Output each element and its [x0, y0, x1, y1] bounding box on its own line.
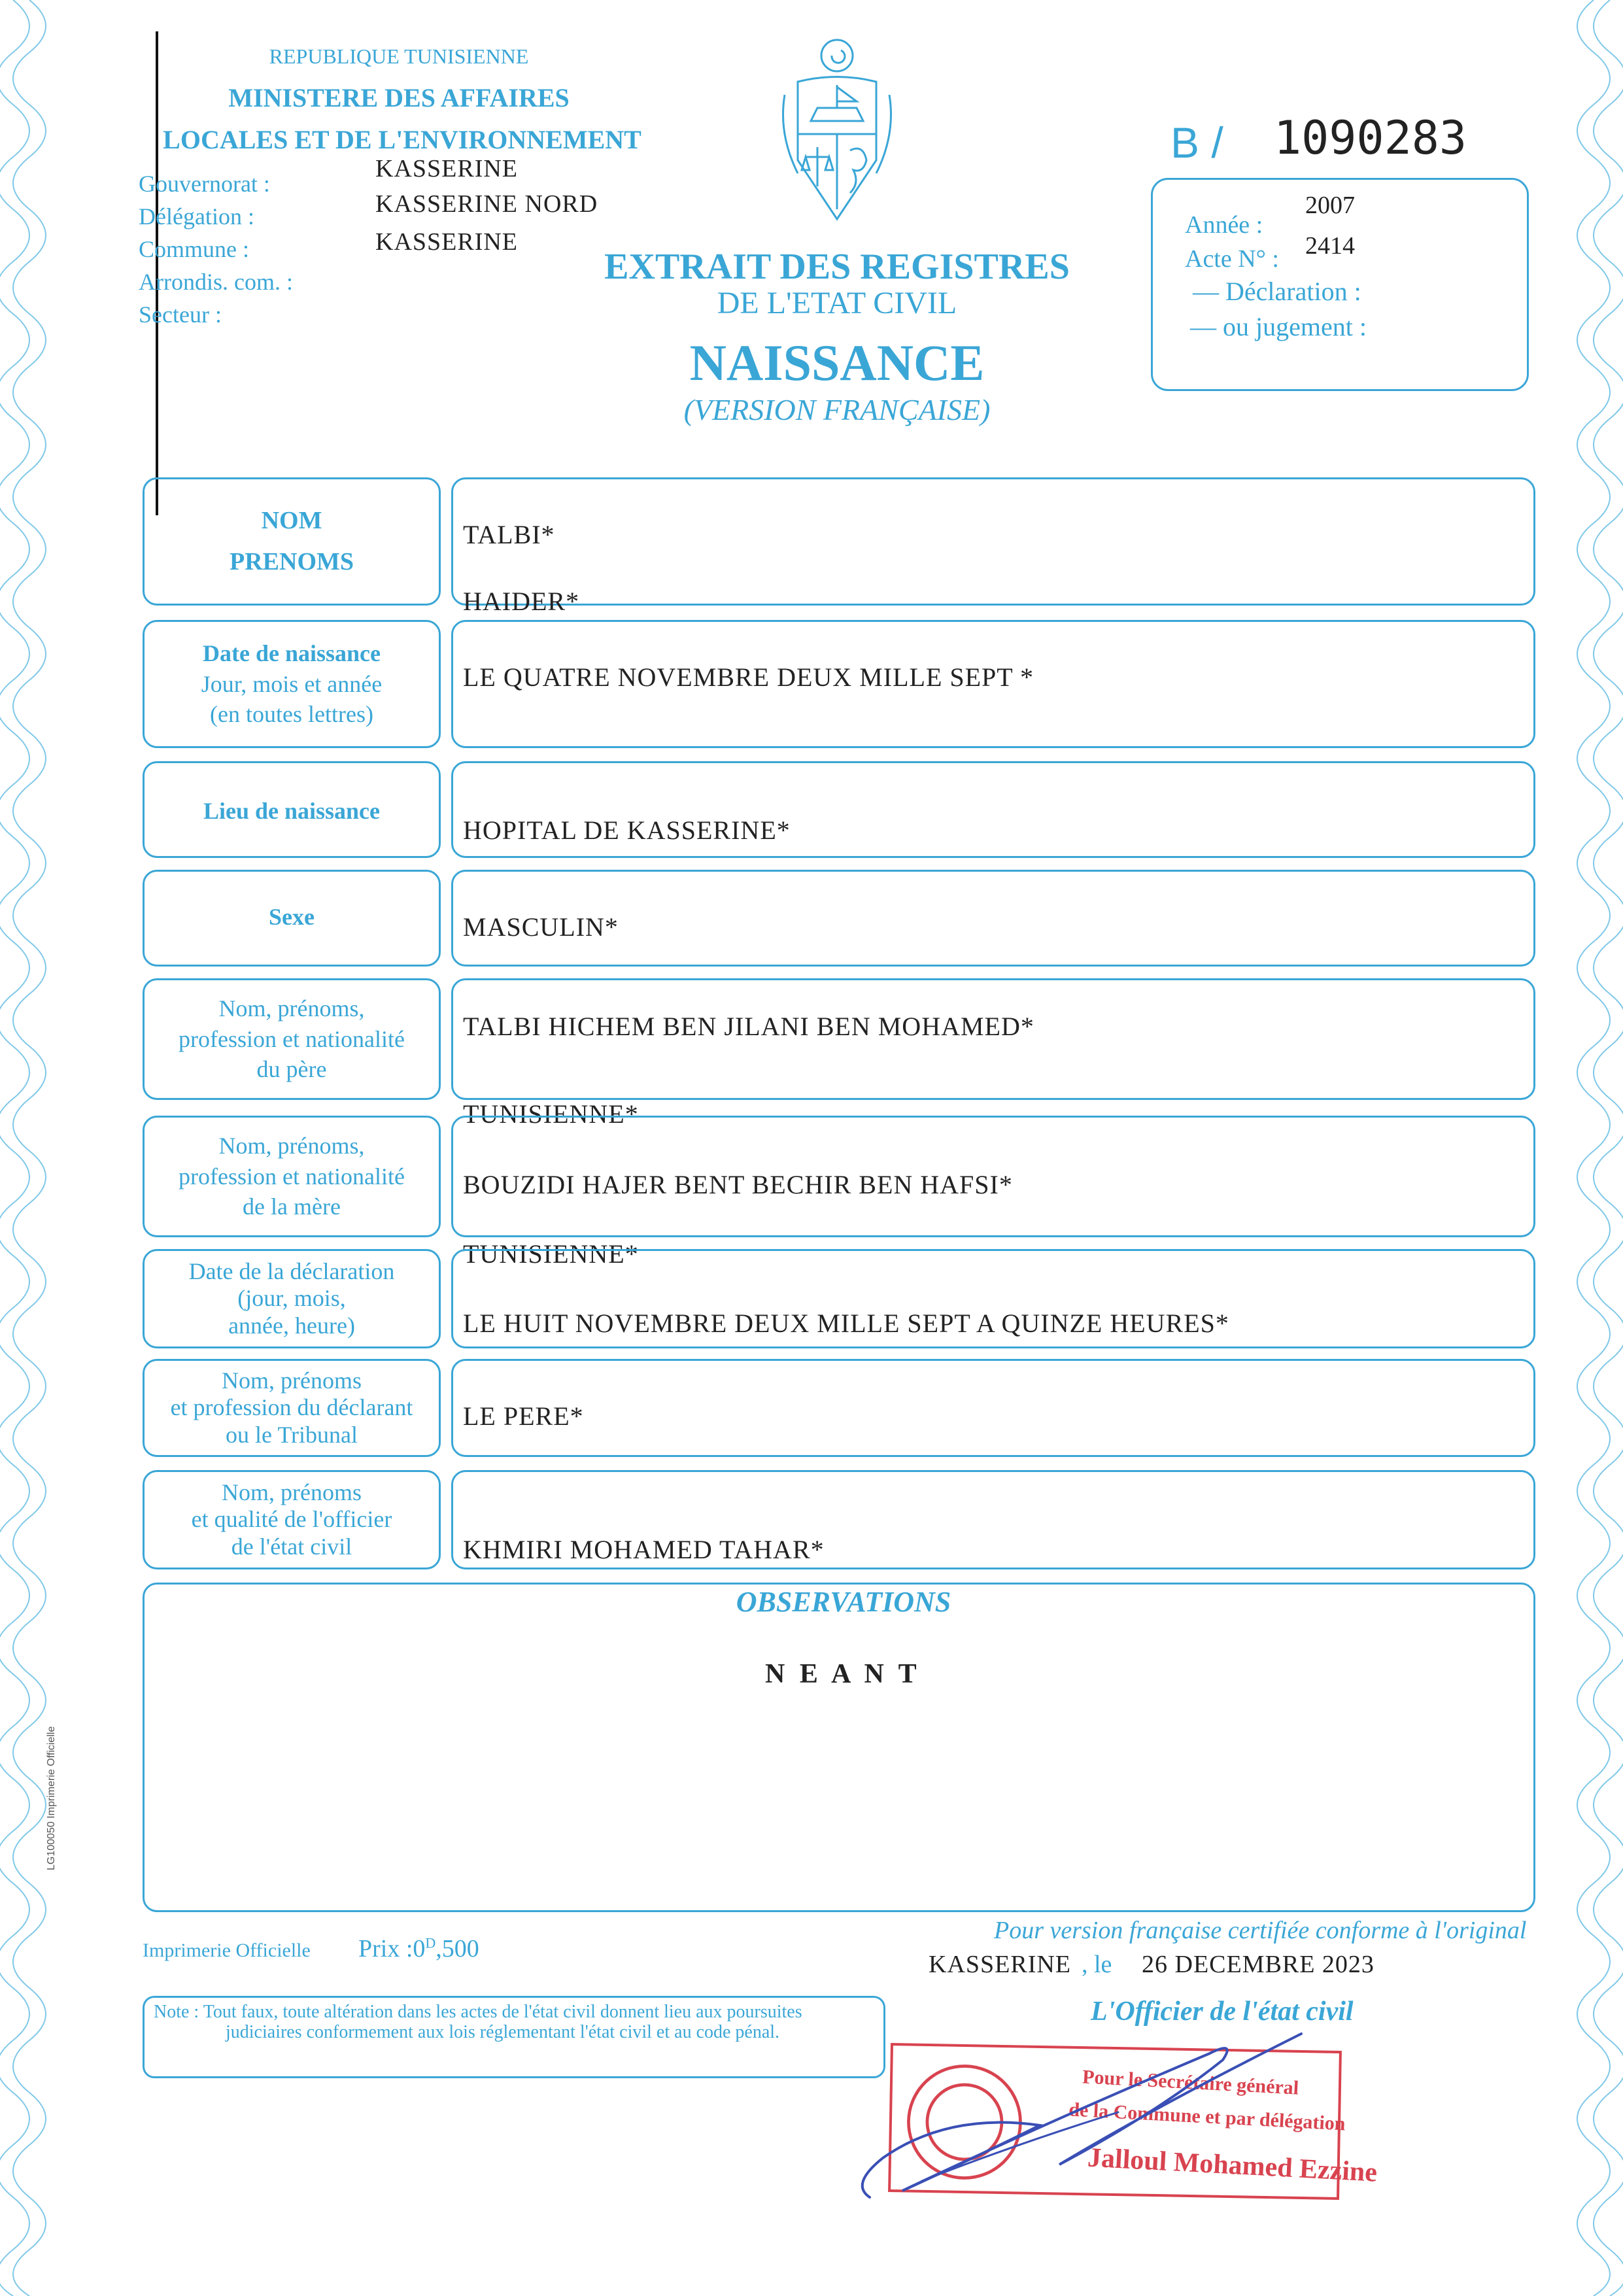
- place-value: KASSERINE: [929, 1951, 1072, 1978]
- date-naissance-value: LE QUATRE NOVEMBRE DEUX MILLE SEPT *: [463, 662, 1034, 692]
- lieu-label-box: [143, 761, 441, 858]
- date-separator: , le: [1082, 1951, 1112, 1978]
- gouvernorat-label: Gouvernorat :: [139, 171, 270, 197]
- declarant-label3: ou le Tribunal: [225, 1421, 358, 1448]
- officier-label-box: [143, 1470, 441, 1569]
- declaration-date-label1: Date de la déclaration: [188, 1258, 395, 1284]
- officier-label3: de l'état civil: [231, 1533, 352, 1560]
- annee-label: Année :: [1185, 211, 1263, 239]
- officier-label1: Nom, prénoms: [222, 1479, 362, 1505]
- imprimerie-officielle: Imprimerie Officielle: [143, 1940, 311, 1961]
- officier-title: L'Officier de l'état civil: [1091, 1996, 1354, 2027]
- acte-label: Acte N° :: [1185, 245, 1279, 273]
- declarant-label1: Nom, prénoms: [222, 1367, 362, 1394]
- ministry-line2: LOCALES ET DE L'ENVIRONNEMENT: [163, 125, 641, 154]
- declarant-value: LE PERE*: [463, 1401, 584, 1431]
- nom-prenoms-value-box: [451, 477, 1535, 606]
- pere-label2: profession et nationalité: [179, 1025, 405, 1052]
- signature: [844, 2014, 1354, 2210]
- sexe-label-box: [143, 870, 441, 967]
- legal-note-box: [143, 1996, 885, 2078]
- republic-title: REPUBLIQUE TUNISIENNE: [269, 44, 529, 68]
- secteur-label: Secteur :: [139, 301, 222, 328]
- date-naissance-sublabel2: (en toutes lettres): [210, 701, 373, 728]
- delegation-label: Délégation :: [139, 203, 254, 230]
- pere-nationality-value: TUNISIENNE*: [463, 1099, 639, 1129]
- title-etat-civil: DE L'ETAT CIVIL: [717, 286, 957, 320]
- prix-superscript: D: [425, 1934, 436, 1951]
- commune-value: KASSERINE: [375, 228, 519, 256]
- title-extrait: EXTRAIT DES REGISTRES: [604, 247, 1070, 287]
- date-naissance-label-box: [143, 620, 441, 748]
- observations-box: [143, 1583, 1535, 1912]
- prenoms-label: PRENOMS: [230, 548, 354, 575]
- mere-label3: de la mère: [243, 1193, 341, 1220]
- sexe-value: MASCULIN*: [463, 912, 619, 942]
- legal-note-text: Note : Tout faux, toute altération dans les actes de l'état civil donnent lieu aux poursuites judiciaires conformement aux lois réglementant l'état civil et au code pénal.: [154, 2002, 802, 2043]
- gouvernorat-value: KASSERINE: [375, 155, 519, 182]
- side-printer-code: LG100050 Imprimerie Officielle: [46, 1726, 57, 1870]
- certified-statement: Pour version française certifiée conforme à l'original: [994, 1917, 1527, 1944]
- coat-of-arms-emblem: [772, 36, 902, 226]
- pere-label-box: [143, 978, 441, 1100]
- pere-name-value: TALBI HICHEM BEN JILANI BEN MOHAMED*: [463, 1012, 1034, 1041]
- prix-label: Prix :0: [358, 1935, 426, 1962]
- declaration-label: — Déclaration :: [1193, 277, 1361, 306]
- stamp-line1: Pour le Secrétaire général: [1082, 2066, 1299, 2099]
- nom-label: NOM: [261, 506, 322, 534]
- arrondis-label: Arrondis. com. :: [139, 269, 293, 295]
- title-version: (VERSION FRANÇAISE): [683, 393, 991, 426]
- mere-label2: profession et nationalité: [179, 1163, 405, 1190]
- declarant-value-box: [451, 1359, 1535, 1457]
- prix-amount: ,500: [436, 1935, 479, 1962]
- nom-value: TALBI*: [463, 520, 555, 549]
- sexe-label: Sexe: [269, 904, 315, 930]
- stamp-line2: de la Commune et par délégation: [1068, 2099, 1346, 2135]
- acte-value: 2414: [1305, 232, 1355, 260]
- officier-label2: et qualité de l'officier: [191, 1506, 392, 1533]
- observations-value: N E A N T: [765, 1659, 921, 1689]
- mere-label1: Nom, prénoms,: [218, 1132, 365, 1159]
- nom-prenoms-label-box: [143, 477, 441, 606]
- declaration-date-label-box: [143, 1249, 441, 1348]
- declaration-date-label3: année, heure): [228, 1312, 355, 1339]
- date-naissance-label: Date de naissance: [203, 640, 381, 666]
- stamp-line3: Jalloul Mohamed Ezzine: [1086, 2142, 1378, 2188]
- prix: [358, 1934, 479, 1963]
- mere-name-value: BOUZIDI HAJER BENT BECHIR BEN HAFSI*: [463, 1170, 1013, 1199]
- declaration-date-label2: (jour, mois,: [237, 1285, 346, 1312]
- declarant-label2: et profession du déclarant: [170, 1394, 413, 1421]
- officier-value: KHMIRI MOHAMED TAHAR*: [463, 1535, 825, 1564]
- issue-date: 26 DECEMBRE 2023: [1142, 1951, 1375, 1978]
- pere-label3: du père: [256, 1056, 327, 1083]
- lieu-value: HOPITAL DE KASSERINE*: [463, 815, 791, 845]
- serial-prefix: B /: [1170, 118, 1223, 167]
- declarant-label-box: [143, 1359, 441, 1457]
- pere-label1: Nom, prénoms,: [218, 995, 365, 1021]
- commune-label: Commune :: [139, 236, 249, 262]
- ministry-line1: MINISTERE DES AFFAIRES: [228, 83, 570, 112]
- declaration-date-value: LE HUIT NOVEMBRE DEUX MILLE SEPT A QUINZE HEURES*: [463, 1309, 1229, 1338]
- mere-nationality-value: TUNISIENNE*: [463, 1239, 639, 1269]
- annee-value: 2007: [1305, 192, 1355, 219]
- mere-label-box: [143, 1116, 441, 1237]
- jugement-label: — ou jugement :: [1190, 312, 1367, 341]
- right-guilloche-border: [1564, 0, 1623, 2296]
- title-naissance: NAISSANCE: [689, 334, 985, 391]
- observations-title: OBSERVATIONS: [736, 1586, 951, 1618]
- lieu-label: Lieu de naissance: [203, 798, 381, 824]
- serial-number: 1090283: [1274, 111, 1467, 165]
- left-guilloche-border: [0, 0, 59, 2296]
- prenoms-value: HAIDER*: [463, 587, 580, 616]
- date-naissance-sublabel1: Jour, mois et année: [201, 670, 383, 697]
- delegation-value: KASSERINE NORD: [375, 190, 598, 218]
